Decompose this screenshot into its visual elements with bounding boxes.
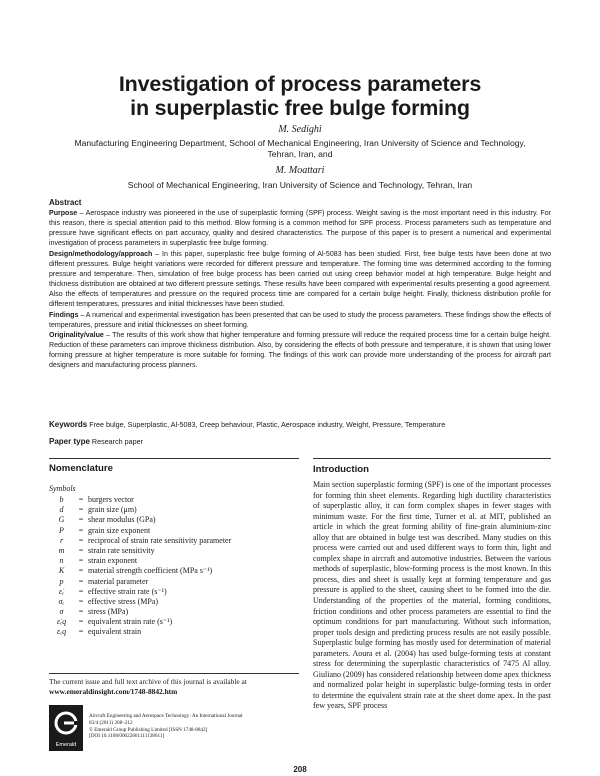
- nomenclature: [49, 463, 299, 638]
- introduction-heading: Introduction: [313, 464, 369, 475]
- nomenclature-description: stress (MPa): [88, 607, 129, 617]
- equals-sign: =: [78, 576, 84, 586]
- nomenclature-rule: [49, 458, 299, 459]
- equals-sign: =: [78, 627, 84, 637]
- journal-info: [89, 713, 299, 740]
- equals-sign: =: [78, 596, 84, 606]
- nomenclature-row: [49, 597, 299, 607]
- nomenclature-row: [49, 607, 299, 617]
- keywords-text: Free bulge, Superplastic, Al-5083, Creep behaviour, Plastic, Aerospace industry, Weight, Pressure, Temperature: [89, 420, 446, 429]
- nomenclature-symbol: n: [59, 556, 64, 566]
- nomenclature-row: [49, 577, 299, 587]
- nomenclature-row: [49, 536, 299, 546]
- emerald-logo-icon: [49, 705, 83, 751]
- nomenclature-description: reciprocal of strain rate sensitivity parameter: [88, 535, 232, 545]
- findings-label: Findings: [49, 311, 79, 319]
- design-text: – In this paper, superplastic free bulge forming of Al-5083 has been studied. First, free bulge tests have been done at two different pressures. Bulge height variations were recorded for different pressure and temperature. The forming time was determined according to the forming pressure and temperature. Then, simulation of free bulge process has been carried out using creep behavior model at high temperature. Bulge height and thickness distribution are obtained at two different pressure settings. These results have been compared with experimental results presenting a good agreement. Also the effects of temperatures and pressure on the required process time are compared for a certain bulge height. Finally, thickness distribution profile for different temperatures, pressures and initial thicknesses have been studied.: [49, 250, 551, 309]
- nomenclature-row: [49, 495, 299, 505]
- symbols-label: Symbols: [49, 484, 76, 493]
- nomenclature-symbol: d: [59, 505, 64, 515]
- nomenclature-description: burgers vector: [88, 495, 134, 504]
- equals-sign: =: [78, 505, 84, 515]
- nomenclature-description: strain rate sensitivity: [88, 545, 155, 555]
- affiliation-1-line-1: Manufacturing Engineering Department, School of Mechanical Engineering, Iran University of Science and Technology,: [74, 138, 526, 148]
- design-label: Design/methodology/approach: [49, 250, 153, 258]
- nomenclature-row: [49, 505, 299, 515]
- nomenclature-symbol: ε̇ₑq: [56, 617, 67, 627]
- findings-text: – A numerical and experimental investigation has been presented that can be used to study the process parameters. These findings show the effects of temperatures, pressure and initial thicknesses on sheet forming.: [49, 311, 551, 329]
- nomenclature-row: [49, 526, 299, 536]
- abstract-purpose: [49, 209, 551, 250]
- equals-sign: =: [78, 495, 84, 504]
- nomenclature-symbol: P: [59, 525, 64, 535]
- equals-sign: =: [78, 607, 84, 617]
- abstract: [49, 198, 551, 372]
- paper-type: [49, 437, 551, 447]
- abstract-heading: Abstract: [49, 198, 82, 207]
- nomenclature-row: [49, 627, 299, 637]
- page-number: 208: [293, 765, 307, 774]
- abstract-findings: [49, 311, 551, 331]
- equals-sign: =: [78, 535, 84, 545]
- archive-note-text: The current issue and full text archive of this journal is available at: [49, 677, 247, 686]
- abstract-originality: [49, 331, 551, 372]
- nomenclature-symbol: K: [58, 566, 65, 576]
- archive-url[interactable]: www.emeraldinsight.com/1748-8842.htm: [49, 686, 178, 696]
- keywords-label: Keywords: [49, 420, 88, 429]
- equals-sign: =: [78, 617, 84, 627]
- nomenclature-row: [49, 556, 299, 566]
- paper-type-label: Paper type: [49, 437, 90, 446]
- introduction-rule: [313, 458, 551, 459]
- nomenclature-description: shear modulus (GPa): [88, 515, 156, 525]
- nomenclature-row: [49, 587, 299, 597]
- nomenclature-description: effective strain rate (s⁻¹): [88, 586, 167, 596]
- originality-label: Originality/value: [49, 331, 104, 339]
- nomenclature-heading: Nomenclature: [49, 463, 113, 474]
- equals-sign: =: [78, 586, 84, 596]
- nomenclature-row: [49, 617, 299, 627]
- introduction-text: Main section superplastic forming (SPF) is one of the important processes for forming thin sheet elements. Regarding high ductility characteristics of superplastic alloy, it can form complex shapes in fewer stages with minimum waste. For the first time, Turner et al. at MIT, published an article in which the great forming ability of fine-grain aluminium-zinc alloy that are obtained in bulge test was described. Many studies on this process were carried out and used different ways to form thin, light and complex shape in aircraft and automotive industries. Between the various methods of superplastic, blow-forming process is the most known. In this process, dies and sheet is usually kept at forming temperature and gas pressure is applied to the sheet, causing sheet to be formed into the die. Understanding of the properties of the material, forming conditions, friction conditions and other process parameters are essential to find the optimum conditions for part manufacturing. Without such information, proper tools design and predicting process results are not easily possible. Superplastic bulge forming has mostly used for determination of material parameters. Aoura et al. (2004) has used bulge-forming tests at constant stress for determining the superplastic characteristics of 7475 Al alloy. Giuliano (2009) has considered relationship between dome apex thickness and normalized polar height in superplastic bulge-forming tests in order to determine the equivalent strain rate at the sheet dome apex. In the past few years, SPF process: [313, 480, 551, 711]
- nomenclature-row: [49, 515, 299, 525]
- title-line-1: Investigation of process parameters: [118, 72, 482, 96]
- nomenclature-symbol: G: [58, 515, 65, 525]
- nomenclature-symbol: ε̇ₑ: [58, 586, 65, 596]
- paper-type-text: Research paper: [91, 437, 144, 446]
- equals-sign: =: [78, 566, 84, 576]
- equals-sign: =: [78, 556, 84, 566]
- nomenclature-symbol: b: [59, 495, 64, 504]
- title-line-2: in superplastic free bulge forming: [130, 96, 470, 120]
- nomenclature-row: [49, 546, 299, 556]
- nomenclature-symbol: εₑq: [56, 627, 67, 637]
- nomenclature-symbol: r: [59, 535, 64, 545]
- nomenclature-description: equivalent strain rate (s⁻¹): [88, 617, 173, 627]
- nomenclature-description: grain size exponent: [88, 525, 151, 535]
- abstract-design: [49, 250, 551, 311]
- affiliation-2: School of Mechanical Engineering, Iran University of Science and Technology, Tehran, Iran: [127, 180, 473, 190]
- paper-title: [0, 72, 600, 120]
- emerald-logo: [49, 705, 83, 751]
- nomenclature-description: strain exponent: [88, 556, 138, 566]
- nomenclature-symbol: p: [59, 576, 64, 586]
- journal-line-1: Aircraft Engineering and Aerospace Technology: An International Journal: [89, 713, 243, 719]
- journal-line-2: 83/4 (2011) 208–212: [89, 719, 133, 726]
- journal-line-3: © Emerald Group Publishing Limited [ISSN 1748-8842]: [89, 726, 208, 733]
- footer-rule: [49, 673, 299, 674]
- nomenclature-description: material strength coefficient (MPa s⁻¹): [88, 566, 213, 576]
- nomenclature-symbol: σₑ: [58, 596, 65, 606]
- logo-text: Emerald: [55, 742, 77, 748]
- purpose-text: – Aerospace industry was pioneered in the use of superplastic forming (SPF) process. Weight saving is the most important need in this industry. For this reason, there is special attention paid to this method. Blow forming is a common method for SPF process. Process parameters such as temperature and pressure have significant effects on part accuracy, quality and desired characteristics. The purpose of this paper is to present a numerical and experimental investigation of process parameters in superplastic free bulge forming.: [49, 210, 551, 248]
- equals-sign: =: [78, 525, 84, 535]
- affiliation-1-line-2: Tehran, Iran, and: [267, 149, 333, 159]
- nomenclature-row: [49, 566, 299, 576]
- purpose-label: Purpose: [49, 210, 78, 217]
- affiliation-1: [30, 138, 570, 160]
- equals-sign: =: [78, 515, 84, 525]
- author-2: M. Moattari: [275, 165, 325, 176]
- keywords: [49, 420, 551, 430]
- introduction: [313, 463, 551, 712]
- author-1: M. Sedighi: [278, 124, 322, 135]
- originality-text: – The results of this work show that higher temperature and forming pressure will reduce the required process time for a certain bulge height. Reduction of these parameters can improve thickness distribution. Also, by considering the effects of both pressure and temperature, it is shown that using lower forming pressure at higher temperature is more suitable for forming. The findings of this work can provide more understanding of the process for aircraft part designers and manufacturing process planners.: [49, 331, 551, 370]
- archive-note: [49, 677, 299, 696]
- nomenclature-description: equivalent strain: [88, 627, 142, 637]
- nomenclature-symbol: m: [58, 545, 65, 555]
- nomenclature-symbol: σ: [59, 607, 64, 617]
- nomenclature-description: material parameter: [88, 576, 149, 586]
- nomenclature-list: [49, 495, 299, 638]
- journal-line-4: [DOI 10.1108/00022661111138611]: [89, 733, 165, 740]
- nomenclature-description: effective stress (MPa): [88, 596, 159, 606]
- equals-sign: =: [78, 545, 84, 555]
- nomenclature-description: grain size (μm): [88, 505, 137, 515]
